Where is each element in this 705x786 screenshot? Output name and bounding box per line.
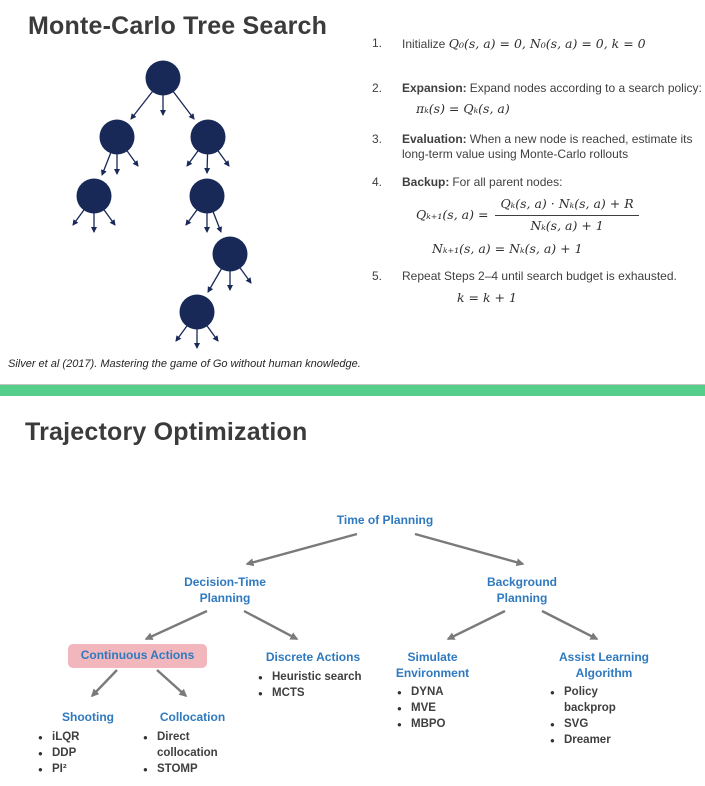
block-assist-learning-algorithm — [546, 650, 662, 748]
step-number: 4. — [372, 175, 383, 190]
list-item: ● PI² — [38, 761, 140, 777]
slide-title: Monte-Carlo Tree Search — [28, 12, 328, 40]
list-item: ● MBPO — [397, 716, 480, 732]
block-shooting — [36, 710, 140, 777]
fraction-numerator: Qₖ(s, a) · Nₖ(s, a) + R — [495, 196, 638, 216]
node-time-of-planning: Time of Planning — [336, 513, 434, 527]
count-update-equation: Nₖ₊₁(s, a) = Nₖ(s, a) + 1 — [432, 240, 583, 256]
list-item: ● SVG — [550, 716, 634, 732]
list-item: ● STOMP — [143, 761, 223, 777]
step-text-line — [402, 175, 704, 191]
step-3 — [372, 132, 704, 164]
slide-title: Trajectory Optimization — [25, 418, 308, 446]
citation-caption: Silver et al (2017). Mastering the game of Go without human knowledge. — [8, 358, 361, 370]
policy-formula: πₖ(s) = Qₖ(s, a) — [416, 100, 510, 116]
step-lead: Evaluation: — [402, 131, 467, 146]
discrete-actions-list — [258, 669, 378, 701]
assist-learning-list — [550, 684, 662, 748]
list-item: ● DDP — [38, 745, 140, 761]
list-item: ● MVE — [397, 700, 480, 716]
backup-equation — [416, 196, 704, 234]
list-item: ● Direct collocation — [143, 729, 223, 761]
step-text: For all parent nodes: — [452, 175, 563, 190]
slide-mcts — [0, 0, 705, 380]
block-simulate-environment — [385, 650, 480, 732]
step-text: Repeat Steps 2–4 until search budget is exhausted. — [402, 269, 677, 284]
list-item: ● MCTS — [258, 685, 378, 701]
step-text-line — [402, 132, 704, 164]
step-2 — [372, 81, 704, 118]
step-body — [402, 132, 704, 164]
step-text-line — [402, 81, 704, 97]
list-item: ● iLQR — [38, 729, 140, 745]
mcts-steps — [372, 36, 704, 307]
step-text: Expand nodes according to a search policy: — [469, 80, 702, 95]
block-discrete-actions — [248, 650, 378, 701]
mcts-tree-diagram — [10, 55, 340, 357]
list-item: ● Policy backprop — [550, 684, 634, 716]
node-simulate-environment: Simulate Environment — [395, 650, 470, 680]
node-assist-learning-algorithm: Assist Learning Algorithm — [558, 650, 650, 680]
step-4 — [372, 175, 704, 257]
step-5 — [372, 269, 704, 307]
node-collocation: Collocation — [159, 710, 226, 724]
list-item: ● DYNA — [397, 684, 480, 700]
step-body — [402, 269, 704, 307]
step-number: 1. — [372, 36, 383, 50]
tree-edges — [73, 78, 251, 348]
node-continuous-actions-highlighted: Continuous Actions — [68, 644, 207, 668]
node-background-planning: Background Planning — [486, 575, 557, 605]
block-collocation — [140, 710, 245, 777]
step-number: 5. — [372, 269, 383, 284]
fraction-denominator: Nₖ(s, a) + 1 — [530, 218, 604, 234]
step-lead: Backup: — [402, 175, 450, 190]
step-number: 3. — [372, 131, 383, 146]
node-discrete-actions: Discrete Actions — [265, 650, 361, 664]
step-body — [402, 36, 704, 53]
step-text: Initialize — [402, 37, 446, 51]
fraction — [495, 196, 638, 234]
step-body — [402, 81, 704, 118]
tree-nodes — [77, 61, 248, 330]
shooting-list — [38, 729, 140, 777]
simulate-environment-list — [397, 684, 480, 732]
slide-separator-bar — [0, 384, 705, 396]
step-lead: Expansion: — [402, 80, 467, 95]
collocation-list — [143, 729, 245, 777]
node-shooting: Shooting — [62, 710, 114, 724]
equation-lhs: Qₖ₊₁(s, a) = — [416, 207, 489, 223]
step-number: 2. — [372, 80, 383, 95]
step-math: Q₀(s, a) = 0, N₀(s, a) = 0, k = 0 — [448, 36, 646, 51]
step-1 — [372, 36, 704, 53]
list-item: ● Dreamer — [550, 732, 634, 748]
k-update-formula: k = k + 1 — [457, 290, 517, 306]
slide-trajectory-optimization — [0, 396, 705, 786]
list-item: ● Heuristic search — [258, 669, 378, 685]
node-decision-time-planning: Decision-Time Planning — [184, 575, 266, 605]
step-text: When a new node is reached, estimate its long-term value using Monte-Carlo rollouts — [402, 131, 693, 162]
step-body — [402, 175, 704, 257]
